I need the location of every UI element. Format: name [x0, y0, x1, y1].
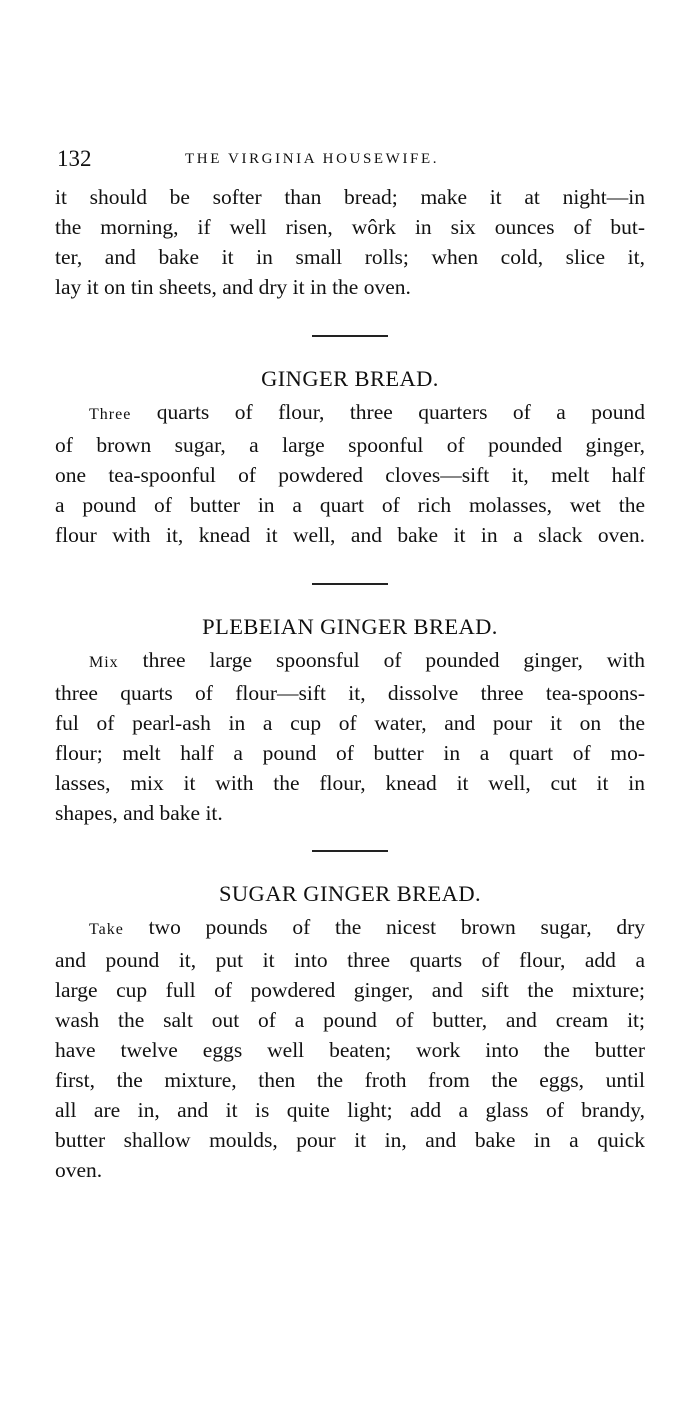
text-line: butter shallow moulds, pour it in, and bake in a quick — [55, 1128, 645, 1152]
page-header — [55, 138, 645, 178]
text-line: wash the salt out of a pound of butter, and cream it; — [55, 1008, 645, 1032]
recipe-body — [55, 912, 645, 1185]
text-line: flour; melt half a pound of butter in a quart of mo- — [55, 741, 645, 765]
text-line: and pound it, put it into three quarts of flour, add a — [55, 948, 645, 972]
text-line: ter, and bake it in small rolls; when cold, slice it, — [55, 245, 645, 269]
continued-paragraph — [55, 182, 645, 302]
text-line: large cup full of powdered ginger, and sift the mixture; — [55, 978, 645, 1002]
recipe-title: SUGAR GINGER BREAD. — [219, 881, 481, 906]
text-line: shapes, and bake it. — [55, 801, 223, 825]
recipe-lead-word: Take — [89, 921, 124, 938]
text-line: all are in, and it is quite light; add a glass of brandy, — [55, 1098, 645, 1122]
page-number: 132 — [57, 146, 92, 171]
text-line: ful of pearl-ash in a cup of water, and pour it on the — [55, 711, 645, 735]
recipe-sugar-ginger-bread — [55, 879, 645, 1185]
text-line: flour with it, knead it well, and bake it in a slack oven. — [55, 523, 645, 547]
recipe-title: PLEBEIAN GINGER BREAD. — [202, 614, 498, 639]
section-divider — [312, 850, 388, 852]
text-line: a pound of butter in a quart of rich molasses, wet the — [55, 493, 645, 517]
recipe-body — [55, 397, 645, 550]
section-divider — [312, 583, 388, 585]
recipe-ginger-bread — [55, 364, 645, 550]
text-line: Mix three large spoonsful of pounded ginger, with — [89, 648, 645, 672]
recipe-lead-word: Mix — [89, 654, 119, 671]
recipe-lead-word: Three — [89, 406, 132, 423]
text-line: three quarts of flour—sift it, dissolve three tea-spoons- — [55, 681, 645, 705]
text-line: of brown sugar, a large spoonful of pounded ginger, — [55, 433, 645, 457]
recipe-title: GINGER BREAD. — [261, 366, 439, 391]
running-title: THE VIRGINIA HOUSEWIFE. — [185, 151, 440, 167]
text-line: lay it on tin sheets, and dry it in the oven. — [55, 275, 411, 299]
text-line: the morning, if well risen, wôrk in six ounces of but- — [55, 215, 645, 239]
recipe-plebeian-ginger-bread — [55, 612, 645, 828]
recipe-body — [55, 645, 645, 828]
text-line: Three quarts of flour, three quarters of a pound — [89, 400, 645, 424]
text-line: have twelve eggs well beaten; work into the butter — [55, 1038, 645, 1062]
text-line: it should be softer than bread; make it at night—in — [55, 185, 645, 209]
text-line: Take two pounds of the nicest brown sugar, dry — [89, 915, 645, 939]
text-line: first, the mixture, then the froth from the eggs, until — [55, 1068, 645, 1092]
text-line: oven. — [55, 1158, 103, 1182]
book-page — [55, 138, 645, 1185]
text-line: one tea-spoonful of powdered cloves—sift it, melt half — [55, 463, 645, 487]
text-line: lasses, mix it with the flour, knead it well, cut it in — [55, 771, 645, 795]
section-divider — [312, 335, 388, 337]
